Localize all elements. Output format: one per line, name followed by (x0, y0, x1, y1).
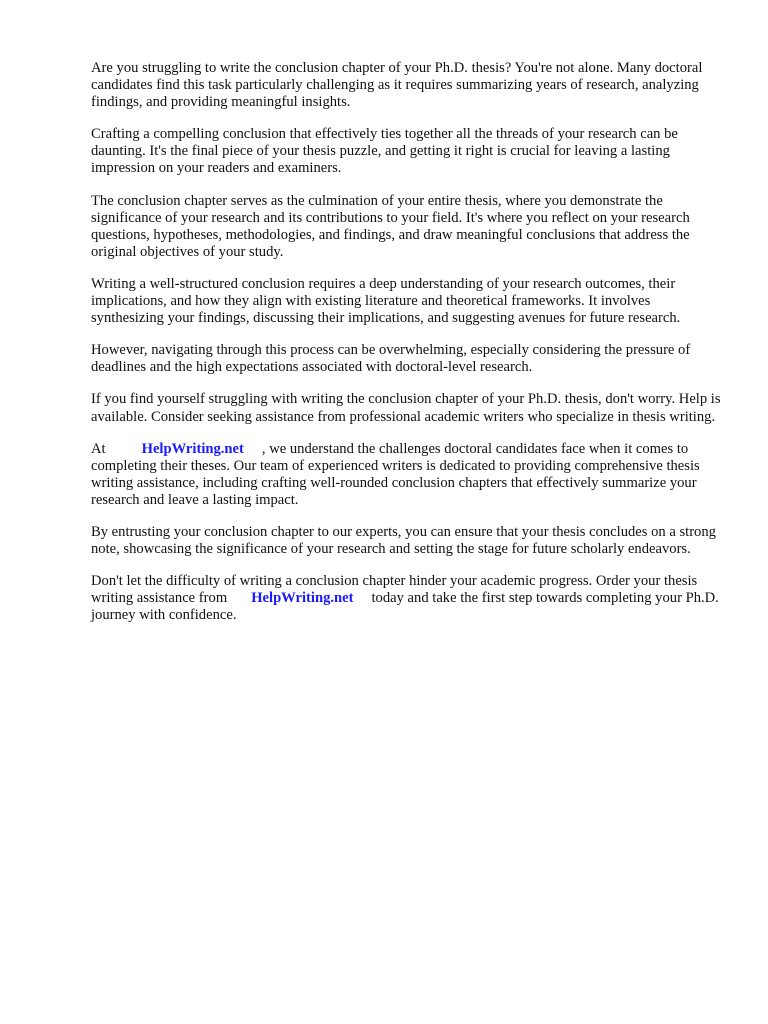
paragraph-6: If you find yourself struggling with writing the conclusion chapter of your Ph.D. thesis, don't worry. Help is available. Consider seeking assistance from professional academic writers who specialize in thesis writing. (91, 391, 721, 425)
paragraph-1: Are you struggling to write the conclusion chapter of your Ph.D. thesis? You're not alone. Many doctoral candidates find this task particularly challenging as it requires summarizing years of research, analyzing findings, and providing meaningful insights. (91, 60, 703, 111)
paragraph-5: However, navigating through this process can be overwhelming, especially considering the pressure of deadlines and the high expectations associated with doctoral-level research. (91, 342, 691, 376)
paragraph-4: Writing a well-structured conclusion requires a deep understanding of your research outcomes, their implications, and how they align with existing literature and theoretical frameworks. It involves synthesizing your findings, discussing their implications, and suggesting avenues for future research. (91, 275, 681, 327)
paragraph-3: The conclusion chapter serves as the culmination of your entire thesis, where you demonstrate the significance of your research and its contributions to your field. It's where you reflect on your research questions, hypotheses, methodologies, and findings, and draw meaningful conclusions that address the original objectives of your study. (91, 192, 690, 260)
helpwriting-link-2[interactable]: HelpWriting.net (251, 590, 354, 607)
paragraph-8: By entrusting your conclusion chapter to our experts, you can ensure that your thesis concludes on a strong note, showcasing the significance of your research and setting the stage for future scholarly endeavors. (91, 523, 716, 558)
paragraph-9 (91, 573, 721, 624)
paragraph-2: Crafting a compelling conclusion that effectively ties together all the threads of your research can be daunting. It's the final piece of your thesis puzzle, and getting it right is crucial for leaving a lasting impression on your readers and examiners. (91, 126, 678, 177)
paragraph-7 (91, 441, 721, 509)
paragraph-9-lead: Don't let the difficulty of writing a conclusion chapter hinder your academic progress. Order your thesis writing assistance from (91, 573, 698, 607)
document-body (91, 60, 721, 639)
paragraph-7-lead: At (91, 440, 106, 457)
paragraph-9-rest: today and take the first step towards completing your Ph.D. journey with confidence. (91, 590, 719, 624)
helpwriting-link[interactable]: HelpWriting.net (141, 440, 244, 457)
paragraph-7-rest: , we understand the challenges doctoral candidates face when it comes to completing their theses. Our team of experienced writers is dedicated to providing comprehensive thesis writing assistance, including crafting well-rounded conclusion chapters that effectively summarize your research and leave a lasting impact. (91, 440, 700, 508)
